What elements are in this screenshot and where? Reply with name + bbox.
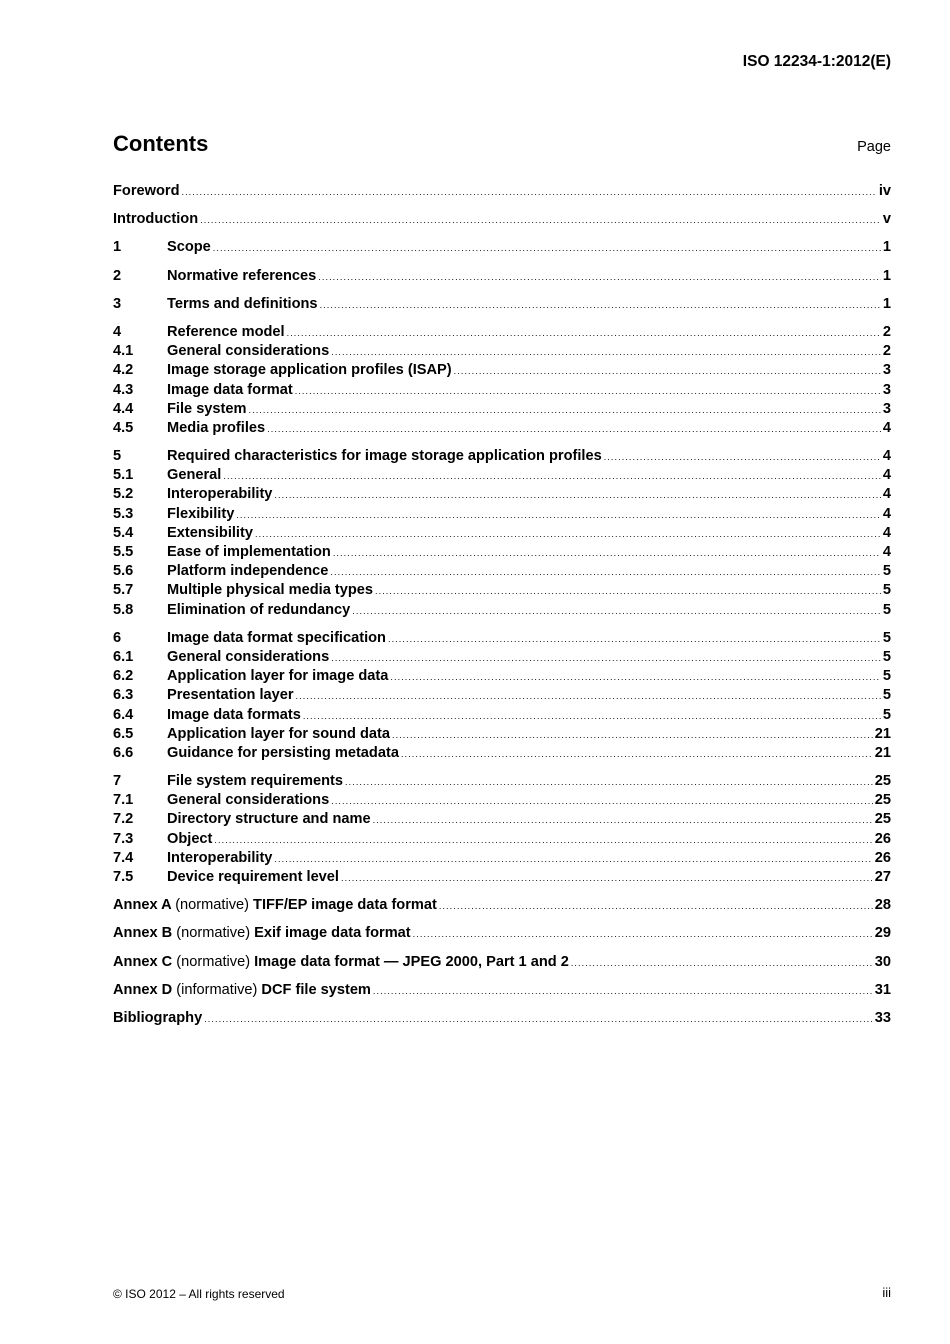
toc-entry[interactable] <box>113 448 891 467</box>
toc-entry-page: 4 <box>882 486 891 503</box>
toc-entry-label: Object <box>167 830 213 847</box>
toc-entry-title <box>167 382 293 398</box>
toc-entry-label: File system requirements <box>167 773 344 790</box>
toc-entry-title <box>167 831 212 847</box>
toc-group <box>113 296 891 315</box>
toc-entry-number: 7.1 <box>113 792 134 809</box>
toc-entry-number: 6.4 <box>113 706 134 723</box>
toc-group <box>113 268 891 287</box>
toc-entry[interactable] <box>113 649 891 668</box>
toc-entry-page: 5 <box>882 648 891 665</box>
toc-entry-title <box>167 850 272 866</box>
toc-group <box>113 324 891 439</box>
toc-entry-page: 31 <box>874 981 891 998</box>
toc-group <box>113 448 891 621</box>
toc-entry[interactable] <box>113 296 891 315</box>
toc-entry-page: 26 <box>874 849 891 866</box>
toc-entry[interactable] <box>113 486 891 505</box>
toc-entry-title <box>167 792 329 808</box>
dot-leader <box>181 187 876 197</box>
toc-entry-title <box>113 1010 202 1026</box>
toc-group <box>113 982 891 1001</box>
toc-entry[interactable] <box>113 239 891 258</box>
toc-entry-number: 5.5 <box>113 544 134 560</box>
toc-entry-title <box>113 954 569 970</box>
toc-entry[interactable] <box>113 726 891 745</box>
annex-type-note: (normative) <box>175 897 249 914</box>
toc-entry-number: 6 <box>113 629 122 646</box>
toc-entry-title <box>167 811 371 827</box>
toc-entry-title <box>167 296 318 312</box>
toc-entry-page: 1 <box>882 295 891 312</box>
toc-entry-page: 25 <box>874 773 891 790</box>
toc-entry-page: 5 <box>882 668 891 685</box>
toc-entry[interactable] <box>113 687 891 706</box>
dot-leader <box>571 958 873 968</box>
toc-entry[interactable] <box>113 324 891 343</box>
toc-entry[interactable] <box>113 707 891 726</box>
toc-entry-page: 4 <box>882 505 891 522</box>
toc-entry-label: Annex B <box>113 925 173 942</box>
dot-leader <box>303 711 881 721</box>
toc-entry-title <box>167 668 388 684</box>
toc-entry-page: 3 <box>882 381 891 398</box>
toc-entry-title <box>167 563 328 579</box>
toc-entry-number: 4 <box>113 323 122 340</box>
toc-entry-label: File system <box>167 400 247 417</box>
toc-entry[interactable] <box>113 544 891 563</box>
toc-entry-page: 5 <box>882 601 891 618</box>
dot-leader <box>454 366 881 376</box>
toc-entry[interactable] <box>113 850 891 869</box>
annex-type-note: (informative) <box>176 981 258 998</box>
dot-leader <box>373 815 873 825</box>
dot-leader <box>330 567 881 577</box>
toc-entry-number: 6.3 <box>113 687 134 704</box>
toc-entry[interactable] <box>113 897 891 916</box>
dot-leader <box>352 606 881 616</box>
toc-entry-title <box>167 544 331 560</box>
dot-leader <box>295 386 881 396</box>
toc-group <box>113 773 891 888</box>
copyright-notice: © ISO 2012 – All rights reserved <box>113 1287 285 1301</box>
dot-leader <box>390 672 880 682</box>
toc-entry-label: Required characteristics for image storage application profiles <box>167 448 602 465</box>
toc-entry-title <box>113 925 411 941</box>
toc-group <box>113 954 891 973</box>
toc-entry-title <box>167 401 247 417</box>
toc-entry-page: 30 <box>874 953 891 970</box>
toc-entry-page: 2 <box>882 343 891 360</box>
toc-entry-label: Interoperability <box>167 486 273 503</box>
toc-entry-number: 4.1 <box>113 343 134 360</box>
toc-entry[interactable] <box>113 506 891 525</box>
toc-entry[interactable] <box>113 382 891 401</box>
toc-entry-label: Flexibility <box>167 505 235 522</box>
toc-entry-label: Directory structure and name <box>167 811 371 828</box>
toc-entry-page: 4 <box>882 419 891 436</box>
dot-leader <box>236 510 881 520</box>
toc-entry-label: Platform independence <box>167 563 329 580</box>
page-column-label: Page <box>857 139 891 155</box>
document-id: ISO 12234-1:2012(E) <box>742 53 891 70</box>
toc-entry-page: 28 <box>874 897 891 914</box>
toc-entry-page: iv <box>878 183 891 199</box>
dot-leader <box>200 215 881 225</box>
toc-entry-number: 6.6 <box>113 744 134 761</box>
toc-entry-page: 29 <box>874 925 891 942</box>
dot-leader <box>287 328 881 338</box>
toc-entry[interactable] <box>113 982 891 1001</box>
toc-entry-page: 4 <box>882 448 891 465</box>
dot-leader <box>345 777 873 787</box>
toc-entry-page: 26 <box>874 830 891 847</box>
toc-entry-number: 7 <box>113 773 122 790</box>
toc-entry-label: Reference model <box>167 323 285 340</box>
toc-entry-page: 3 <box>882 362 891 379</box>
dot-leader <box>204 1014 873 1024</box>
toc-entry-label: Interoperability <box>167 849 273 866</box>
toc-entry-label: Image storage application profiles (ISAP) <box>167 362 452 379</box>
toc-group <box>113 183 891 202</box>
toc-group <box>113 897 891 916</box>
toc-entry-page: 27 <box>874 869 891 885</box>
toc-entry-page: 33 <box>874 1009 891 1026</box>
toc-entry-page: 25 <box>874 792 891 809</box>
annex-subtitle: TIFF/EP image data format <box>253 897 437 914</box>
dot-leader <box>274 854 872 864</box>
dot-leader <box>604 452 881 462</box>
toc-entry-page: 4 <box>882 524 891 541</box>
page-number: iii <box>882 1285 891 1300</box>
toc-entry-title <box>113 183 179 199</box>
toc-entry[interactable] <box>113 401 891 420</box>
annex-subtitle: Exif image data format <box>254 925 411 942</box>
toc-entry-title <box>113 211 198 227</box>
toc-entry-label: Bibliography <box>113 1009 203 1026</box>
toc-entry[interactable] <box>113 525 891 544</box>
toc-entry[interactable] <box>113 602 891 621</box>
toc-entry-label: Introduction <box>113 211 199 228</box>
toc-entry[interactable] <box>113 268 891 287</box>
toc-entry-number: 5.2 <box>113 486 134 503</box>
toc-entry-number: 4.5 <box>113 419 134 436</box>
toc-entry-title <box>167 343 329 359</box>
toc-entry-title <box>167 239 211 255</box>
toc-entry[interactable] <box>113 211 891 230</box>
toc-entry[interactable] <box>113 1010 891 1029</box>
toc-entry-number: 5.7 <box>113 582 134 599</box>
toc-entry-title <box>167 649 329 665</box>
annex-subtitle: DCF file system <box>261 981 371 998</box>
toc-entry-title <box>167 506 234 522</box>
dot-leader <box>375 586 881 596</box>
dot-leader <box>223 471 881 481</box>
toc-entry[interactable] <box>113 925 891 944</box>
toc-entry-title <box>167 602 350 618</box>
toc-entry-label: Terms and definitions <box>167 295 318 312</box>
toc-entry-page: 4 <box>882 544 891 560</box>
toc-entry[interactable] <box>113 792 891 811</box>
dot-leader <box>388 634 881 644</box>
toc-entry-label: Image data formats <box>167 706 301 723</box>
toc-entry-number: 3 <box>113 295 122 312</box>
dot-leader <box>413 929 873 939</box>
toc-entry-number: 7.3 <box>113 830 134 847</box>
toc-entry-label: General considerations <box>167 648 330 665</box>
toc-entry-label: Elimination of redundancy <box>167 601 351 618</box>
toc-entry-number: 4.3 <box>113 381 134 398</box>
dot-leader <box>214 835 872 845</box>
toc-entry-title <box>167 486 272 502</box>
dot-leader <box>267 424 881 434</box>
toc-entry-page: 5 <box>882 563 891 580</box>
toc-entry-page: 1 <box>882 239 891 256</box>
toc-entry-label: Multiple physical media types <box>167 582 373 599</box>
toc-entry-label: General considerations <box>167 792 330 809</box>
toc-entry-label: Image data format specification <box>167 629 386 646</box>
toc-entry-title <box>167 773 343 789</box>
toc-entry-number: 5.3 <box>113 505 134 522</box>
toc-entry-number: 7.4 <box>113 849 134 866</box>
toc-entry-page: 21 <box>874 744 891 761</box>
toc-group <box>113 630 891 764</box>
toc-entry-label: Application layer for sound data <box>167 725 390 742</box>
toc-entry-label: Normative references <box>167 267 317 284</box>
toc-entry-title <box>167 467 221 483</box>
toc-entry[interactable] <box>113 563 891 582</box>
toc-entry-label: Application layer for image data <box>167 668 389 685</box>
toc-entry-page: 21 <box>874 725 891 742</box>
toc-entry-label: Annex D <box>113 981 173 998</box>
toc-entry-number: 6.5 <box>113 725 134 742</box>
dot-leader <box>392 730 873 740</box>
toc-entry-label: Device requirement level <box>167 869 339 885</box>
toc-entry-label: Foreword <box>113 183 180 199</box>
toc-entry-page: 5 <box>882 629 891 646</box>
toc-entry-title <box>167 630 386 646</box>
toc-entry-page: 2 <box>882 323 891 340</box>
toc-entry-number: 7.5 <box>113 869 134 885</box>
toc-entry[interactable] <box>113 183 891 202</box>
toc-entry[interactable] <box>113 582 891 601</box>
annex-subtitle: Image data format — JPEG 2000, Part 1 and 2 <box>254 953 569 970</box>
dot-leader <box>331 347 881 357</box>
toc-entry-title <box>167 726 390 742</box>
toc-entry-title <box>167 448 602 464</box>
toc-entry-number: 5 <box>113 448 122 465</box>
toc-entry-title <box>167 525 253 541</box>
toc-entry-label: Annex C <box>113 953 173 970</box>
annex-type-note: (normative) <box>176 925 251 942</box>
toc-entry-label: General considerations <box>167 343 330 360</box>
toc-entry[interactable] <box>113 773 891 792</box>
toc-group <box>113 1010 891 1029</box>
toc-entry-number: 2 <box>113 267 122 284</box>
toc-entry-number: 4.2 <box>113 362 134 379</box>
toc-entry-title <box>167 869 339 885</box>
toc-entry-number: 7.2 <box>113 811 134 828</box>
toc-entry-page: 5 <box>882 687 891 704</box>
toc-entry-number: 6.1 <box>113 648 134 665</box>
toc-entry-page: 25 <box>874 811 891 828</box>
toc-entry-label: Media profiles <box>167 419 266 436</box>
toc-entry[interactable] <box>113 420 891 439</box>
dot-leader <box>331 796 873 806</box>
toc-entry[interactable] <box>113 745 891 764</box>
toc-entry-title <box>167 707 301 723</box>
toc-entry-title <box>167 420 265 436</box>
toc-entry-number: 6.2 <box>113 668 134 685</box>
toc-entry-title <box>113 982 371 998</box>
toc-group <box>113 239 891 258</box>
dot-leader <box>255 529 881 539</box>
dot-leader <box>296 691 881 701</box>
dot-leader <box>249 405 881 415</box>
toc-entry[interactable] <box>113 954 891 973</box>
toc-entry-label: Presentation layer <box>167 687 294 704</box>
dot-leader <box>373 986 873 996</box>
toc-entry-page: 4 <box>882 467 891 484</box>
contents-heading: Contents <box>113 131 209 156</box>
toc-entry-number: 5.6 <box>113 563 134 580</box>
dot-leader <box>320 300 881 310</box>
toc-entry[interactable] <box>113 869 891 888</box>
toc-group <box>113 925 891 944</box>
toc-entry-number: 4.4 <box>113 400 134 417</box>
toc-group <box>113 211 891 230</box>
dot-leader <box>341 873 873 883</box>
toc-entry-label: Extensibility <box>167 524 253 541</box>
toc-entry-title <box>167 268 316 284</box>
toc-entry[interactable] <box>113 668 891 687</box>
toc-entry-title <box>167 745 399 761</box>
toc-entry-page: 5 <box>882 706 891 723</box>
toc-entry-label: Annex A <box>113 897 172 914</box>
dot-leader <box>333 548 881 558</box>
dot-leader <box>439 901 873 911</box>
toc-entry-number: 5.1 <box>113 467 134 484</box>
toc-entry-label: Ease of implementation <box>167 544 331 560</box>
toc-entry-title <box>167 582 373 598</box>
toc-entry-page: 5 <box>882 582 891 599</box>
dot-leader <box>274 490 880 500</box>
toc-entry[interactable] <box>113 811 891 830</box>
toc-entry[interactable] <box>113 831 891 850</box>
toc-entry-title <box>167 362 452 378</box>
toc-entry-title <box>167 324 285 340</box>
toc-entry-title <box>113 897 437 913</box>
dot-leader <box>213 243 881 253</box>
toc-entry-page: 1 <box>882 267 891 284</box>
dot-leader <box>401 749 873 759</box>
dot-leader <box>318 272 881 282</box>
toc-entry[interactable] <box>113 467 891 486</box>
toc-entry[interactable] <box>113 343 891 362</box>
toc-entry-label: General <box>167 467 222 484</box>
toc-entry[interactable] <box>113 362 891 381</box>
toc-entry-number: 5.4 <box>113 524 134 541</box>
toc-entry-page: v <box>882 211 891 228</box>
dot-leader <box>331 653 881 663</box>
toc-entry[interactable] <box>113 630 891 649</box>
toc-entry-label: Image data format <box>167 381 293 398</box>
annex-type-note: (normative) <box>176 953 251 970</box>
toc-entry-label: Scope <box>167 239 211 256</box>
toc-entry-title <box>167 687 294 703</box>
table-of-contents <box>113 183 891 1038</box>
toc-entry-label: Guidance for persisting metadata <box>167 744 399 761</box>
toc-entry-page: 3 <box>882 400 891 417</box>
toc-entry-number: 1 <box>113 239 122 256</box>
toc-entry-number: 5.8 <box>113 601 134 618</box>
